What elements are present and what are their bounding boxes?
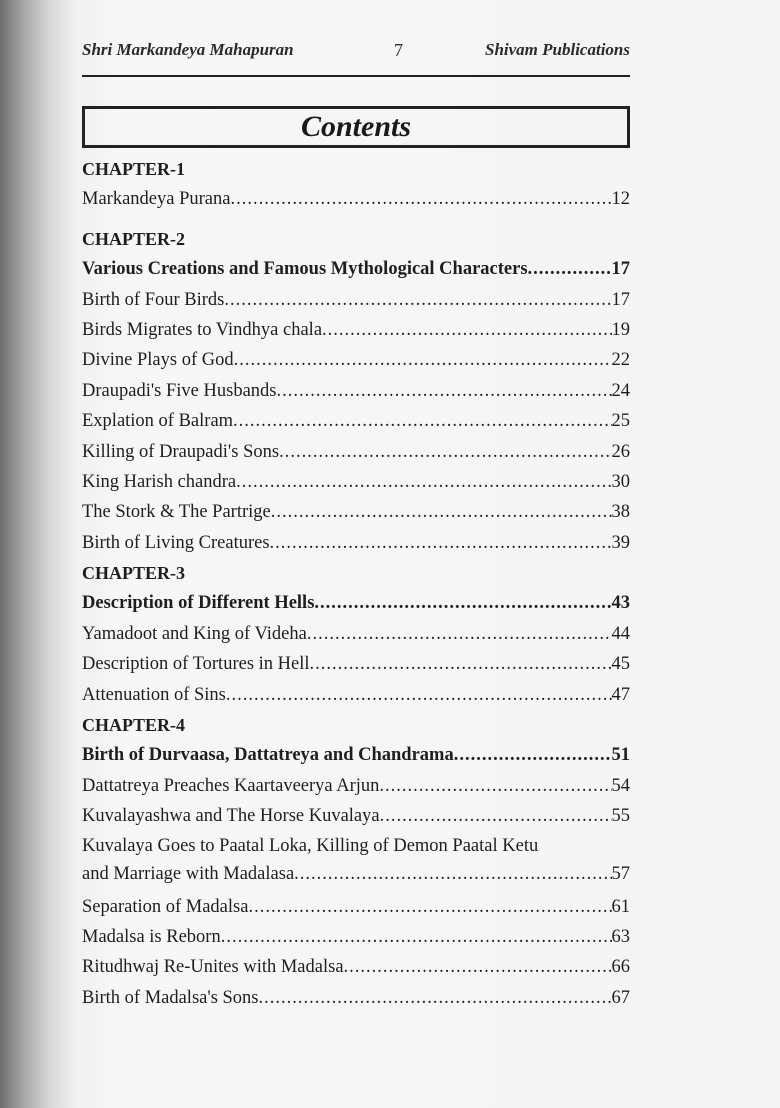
toc-entry[interactable] xyxy=(82,528,630,558)
entry-title: Ritudhwaj Re-Unites with Madalsa xyxy=(82,957,344,978)
entry-page: 63 xyxy=(611,926,630,947)
entry-page: 17 xyxy=(611,289,630,310)
entry-title: King Harish chandra xyxy=(82,471,237,492)
toc-entry[interactable] xyxy=(82,801,630,831)
dot-leader xyxy=(380,801,612,831)
entry-title: Explation of Balram xyxy=(82,411,234,432)
contents-heading-box xyxy=(82,106,630,148)
entry-title: Various Creations and Famous Mythological Characters xyxy=(82,259,528,280)
toc-entry[interactable] xyxy=(82,345,630,375)
running-header xyxy=(82,40,630,66)
page-number: 7 xyxy=(394,40,403,60)
entry-title: Birth of Madalsa's Sons xyxy=(82,987,259,1008)
entry-page: 25 xyxy=(611,411,630,432)
entry-title: Madalsa is Reborn xyxy=(82,926,221,947)
dot-leader xyxy=(379,771,611,801)
entry-title: Attenuation of Sins xyxy=(82,684,226,705)
entry-page: 24 xyxy=(611,380,630,401)
toc-entry[interactable] xyxy=(82,437,630,467)
dot-leader xyxy=(233,406,611,436)
entry-title-line1: Kuvalaya Goes to Paatal Loka, Killing of Demon Paatal Ketu xyxy=(82,835,539,856)
chapter-heading: CHAPTER-4 xyxy=(82,715,185,736)
entry-title: Separation of Madalsa xyxy=(82,896,249,917)
publisher: Shivam Publications xyxy=(485,40,630,59)
entry-title: Dattatreya Preaches Kaartaveerya Arjun xyxy=(82,775,380,796)
entry-title: Description of Tortures in Hell xyxy=(82,654,310,675)
dot-leader xyxy=(307,619,612,649)
entry-page: 43 xyxy=(611,593,630,614)
dot-leader xyxy=(270,528,612,558)
toc-entry[interactable] xyxy=(82,467,630,497)
table-of-contents xyxy=(82,154,630,1013)
dot-leader xyxy=(344,952,612,982)
header-rule xyxy=(82,75,630,77)
book-title: Shri Markandeya Mahapuran xyxy=(82,40,294,59)
spacer xyxy=(82,215,630,224)
dot-leader xyxy=(276,376,611,406)
toc-entry[interactable] xyxy=(82,892,630,922)
entry-title: Killing of Draupadi's Sons xyxy=(82,441,280,462)
chapter-heading: CHAPTER-3 xyxy=(82,563,185,584)
toc-entry[interactable] xyxy=(82,832,630,892)
entry-title: Yamadoot and King of Videha xyxy=(82,623,307,644)
toc-entry[interactable] xyxy=(82,184,630,214)
entry-page: 55 xyxy=(611,806,630,827)
entry-page: 66 xyxy=(611,957,630,978)
entry-title: Description of Different Hells xyxy=(82,593,315,614)
entry-title: Divine Plays of God xyxy=(82,350,234,371)
toc-entry[interactable] xyxy=(82,740,630,770)
entry-page: 17 xyxy=(611,259,630,280)
toc-entry[interactable] xyxy=(82,406,630,436)
entry-page: 57 xyxy=(611,863,630,884)
dot-leader xyxy=(454,740,612,770)
dot-leader xyxy=(224,285,611,315)
toc-entry[interactable] xyxy=(82,315,630,345)
dot-leader xyxy=(279,437,611,467)
toc-entry[interactable] xyxy=(82,285,630,315)
contents-heading: Contents xyxy=(300,110,412,143)
toc-entry[interactable] xyxy=(82,983,630,1013)
entry-page: 54 xyxy=(611,775,630,796)
dot-leader xyxy=(226,680,612,710)
entry-title-line2: and Marriage with Madalasa xyxy=(82,863,295,884)
dot-leader xyxy=(259,983,612,1013)
toc-entry[interactable] xyxy=(82,771,630,801)
entry-page: 30 xyxy=(611,471,630,492)
entry-title: The Stork & The Partrige xyxy=(82,502,271,523)
dot-leader xyxy=(294,860,611,888)
entry-page: 26 xyxy=(611,441,630,462)
entry-title: Birth of Living Creatures xyxy=(82,532,270,553)
dot-leader xyxy=(230,184,611,214)
chapter-heading: CHAPTER-2 xyxy=(82,228,185,249)
dot-leader xyxy=(221,922,612,952)
toc-entry[interactable] xyxy=(82,254,630,284)
entry-page: 22 xyxy=(611,350,630,371)
chapter-heading: CHAPTER-1 xyxy=(82,159,185,179)
entry-title: Birds Migrates to Vindhya chala xyxy=(82,319,323,340)
toc-entry[interactable] xyxy=(82,680,630,710)
dot-leader xyxy=(271,497,612,527)
entry-title: Markandeya Purana xyxy=(82,189,231,210)
entry-page: 39 xyxy=(611,532,630,553)
entry-title: Kuvalayashwa and The Horse Kuvalaya xyxy=(82,806,380,827)
entry-page: 45 xyxy=(611,654,630,675)
entry-page: 61 xyxy=(611,896,630,917)
dot-leader xyxy=(528,254,612,284)
entry-page: 44 xyxy=(611,623,630,644)
dot-leader xyxy=(322,315,611,345)
entry-title: Birth of Durvaasa, Dattatreya and Chandrama xyxy=(82,745,454,766)
entry-page: 51 xyxy=(611,745,630,766)
dot-leader xyxy=(310,649,612,679)
dot-leader xyxy=(236,467,611,497)
entry-page: 67 xyxy=(611,987,630,1008)
entry-page: 19 xyxy=(611,319,630,340)
dot-leader xyxy=(314,588,611,618)
toc-entry[interactable] xyxy=(82,497,630,527)
dot-leader xyxy=(234,345,612,375)
entry-title: Draupadi's Five Husbands xyxy=(82,380,277,401)
dot-leader xyxy=(248,892,611,922)
toc-entry[interactable] xyxy=(82,952,630,982)
entry-line2 xyxy=(82,860,630,888)
entry-page: 38 xyxy=(611,502,630,523)
toc-entry[interactable] xyxy=(82,376,630,406)
entry-page: 12 xyxy=(611,189,630,210)
entry-page: 47 xyxy=(611,684,630,705)
toc-entry[interactable] xyxy=(82,588,630,618)
toc-entry[interactable] xyxy=(82,649,630,679)
toc-entry[interactable] xyxy=(82,619,630,649)
entry-title: Birth of Four Birds xyxy=(82,289,225,310)
toc-entry[interactable] xyxy=(82,922,630,952)
